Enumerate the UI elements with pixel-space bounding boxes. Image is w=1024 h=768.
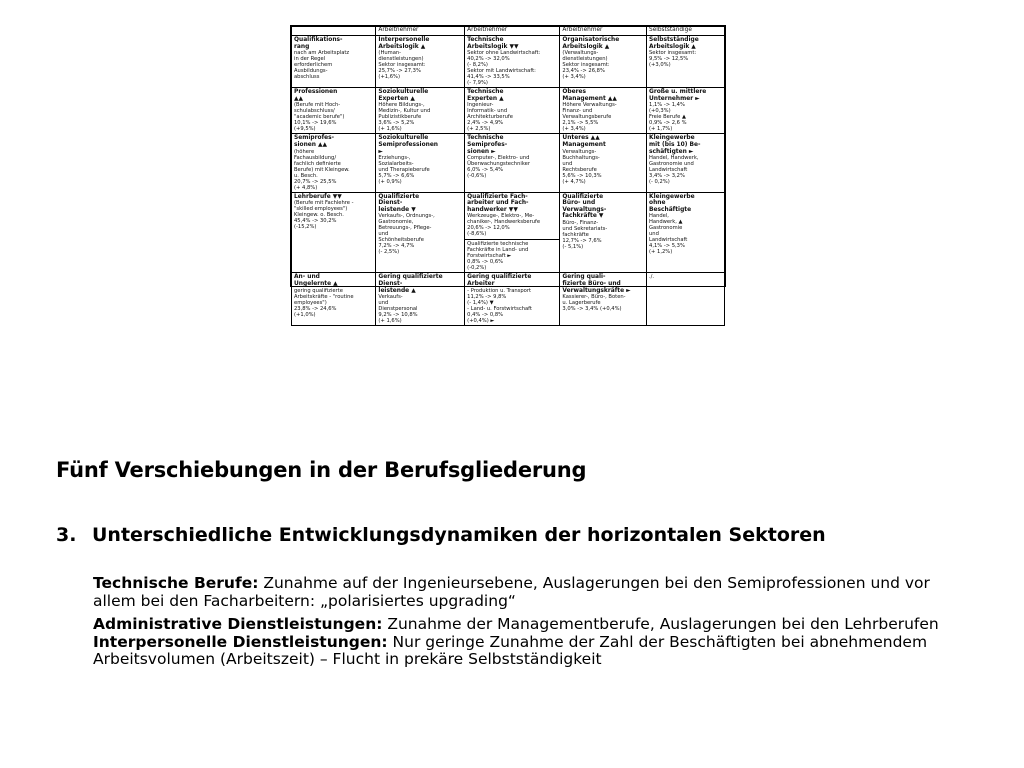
cell-body: Höhere Verwaltungs- Finanz- und Verwaltungsberufe 2,1% -> 5,5% (+ 3,4%) [562,102,617,133]
cell-title: Organisatorische Arbeitslogik ▲ [562,37,620,50]
cell-title: An- und Ungelernte ▲ [294,274,338,287]
occupation-cell [376,192,465,273]
header-cell: Arbeitnehmer [465,27,560,36]
occupation-cell [376,273,465,326]
cell-body: Sektor ohne Landwirtschaft: 40,2% -> 32,0% (- 8,2%) Sektor mit Landwirtschaft: 41,4% -> 33,5% (- 7,9%) [467,50,541,87]
header-cell: Arbeitnehmer [376,27,465,36]
cell-title: Qualifizierte Dienst- leistende ▼ [378,193,420,213]
occupation-cell [647,36,725,88]
cell-title: Oberes Management ▲▲ [562,89,617,102]
cell-body: (höhere Fachausbildung/ fachlich definierte Berufe) mit Kleingew. u. Besch. 20,7% -> 25,5% (+ 4,8%) [294,148,350,191]
category-cell [292,273,376,326]
slide-title: Fünf Verschiebungen in der Berufsgliederung [56,458,587,482]
cell-title: Semiprofes- sionen ▲▲ [294,135,335,148]
cell-body: Computer-, Elektro- und Überwachungstechniker 6,0% -> 5,4% (-0,6%) [467,155,530,180]
cell-body: (Berufe mit Hoch- schulabschluss/ "academic berufe") 10,1% -> 19,6% (+9,5%) [294,102,345,133]
cell-body: - Produktion u. Transport 11,2% -> 9,8% (- 1,4%) ▼ - Land- u. Forstwirtschaft 0,4% -> 0,8% (+0,4%) ► [467,287,532,324]
occupation-cell [647,134,725,192]
cell-body: (Human- dienstleistungen) Sektor insgesamt: 25,7% -> 27,3% (+1,6%) [378,50,426,81]
cell-title: Professionen ▲▲ [294,89,338,102]
cell-title: Gering quali- fizierte Büro- und Verwaltungskräfte ► [562,274,631,294]
body-text [93,575,973,675]
cell-title: Qualifikations- rang [294,37,343,50]
cell-title: Gering qualifizierte Arbeiter [467,274,532,287]
cell-body: Kassierer-, Büro-, Boten- u. Lagerberufe 3,0% -> 3,4% (+0,4%) [562,294,626,313]
cell-body: Handel, Handwerk, ▲ Gastronomie und Landwirtschaft 4,1% -> 5,3% (+ 1,2%) [649,213,688,256]
occupation-structure-table-figure [290,25,726,325]
grid-row [292,134,725,192]
occupation-cell [647,192,725,273]
cell-divider [465,239,559,240]
header-cell: Arbeitnehmer [560,27,647,36]
cell-body: ./. [649,274,655,281]
cell-body: gering qualifizierte Arbeitskräfte - "routine employees") 23,8% -> 24,6% (+1,0%) [294,287,354,318]
cell-title: Lehrberufe ▼▼ [294,193,342,200]
cell-body: Verkaufs-, Ordnungs-, Gastronomie, Betreuungs-, Pflege- und Schönheitsberufe 7,2% -> 4,7% (- 2,5%) [378,213,435,256]
paragraph-technical [93,575,973,610]
category-cell [292,192,376,273]
category-cell [292,134,376,192]
paragraph-text: Nur geringe Zunahme der Zahl der Beschäftigten bei abnehmendem Arbeitsvolumen (Arbeitszeit) – Flucht in prekäre Selbstständigkeit [93,632,928,668]
section-number: 3. [56,524,77,546]
cell-title: Qualifizierte Fach- arbeiter und Fach- handwerker ▼▼ [467,193,529,213]
cell-title: Technische Semiprofes- sionen ► [467,135,508,155]
cell-body: Ingenieur- Informatik- und Architekturberufe 2,4% -> 4,9% (+ 2,5%) [467,102,513,133]
cell-sub-body: Qualifizierte technische Fachkräfte in Land- und Forstwirtschaft ► 0,8% -> 0,6% (-0,2%) [467,241,529,272]
cell-title: Gering qualifizierte Dienst- leistende ▲ [378,274,443,294]
cell-body: Verkaufs- und Dienstpersonal 9,2% -> 10,8% (+ 1,6%) [378,294,418,325]
cell-body: Erziehungs-, Sozialarbeits- und Therapieberufe 5,7% -> 6,6% (+ 0,9%) [378,155,430,186]
cell-body: nach am Arbeitsplatz in der Regel erforderlichem Ausbildungs- abschluss [294,50,350,81]
paragraph-text: Zunahme der Managementberufe, Auslagerungen bei den Lehrberufen [382,615,939,633]
cell-body: Sektor insgesamt: 9,5% -> 12,5% (+3,0%) [649,50,697,69]
cell-body: Höhere Bildungs-, Medizin-, Kultur und Publizistikberufe 3,6% -> 5,2% (+ 1,6%) [378,102,431,133]
occupation-cell [560,88,647,134]
occupation-cell [465,36,560,88]
cell-title: Qualifizierte Büro- und Verwaltungs- fachkräfte ▼ [562,193,607,220]
header-row [292,27,725,36]
cell-body: (Verwaltungs- dienstleistungen) Sektor insgesamt: 23,4% -> 26,8% (+ 3,4%) [562,50,610,81]
section-heading [56,524,826,546]
occupation-cell [376,134,465,192]
occupation-grid-body [292,27,725,326]
occupation-cell [560,192,647,273]
paragraph-label: Administrative Dienstleistungen: [93,615,383,633]
category-cell [292,36,376,88]
grid-row [292,192,725,273]
header-cell: Selbstständige [647,27,725,36]
cell-body: Verwaltungs- Buchhaltungs- und Rechtsberufe 5,6% -> 10,3% (+ 4,7%) [562,148,602,185]
grid-row [292,36,725,88]
cell-title: Interpersonelle Arbeitslogik ▲ [378,37,430,50]
occupation-cell [560,36,647,88]
occupation-cell [560,273,647,326]
cell-title: Selbstständige Arbeitslogik ▲ [649,37,699,50]
cell-title: Technische Experten ▲ [467,89,504,102]
occupation-cell [465,134,560,192]
paragraph-administrative [93,616,973,634]
occupation-cell [465,88,560,134]
cell-title: Unteres ▲▲ Management [562,135,606,148]
cell-title: Technische Arbeitslogik ▼▼ [467,37,519,50]
cell-title: Soziokulturelle Semiprofessionen ► [378,135,439,155]
paragraph-text: Zunahme auf der Ingenieursebene, Auslagerungen bei den Semiprofessionen und vor allem bei den Facharbeitern: „polarisiertes upgrading“ [93,574,930,610]
cell-body: Büro-, Finanz- und Sekretariats- fachkräfte 12,7% -> 7,6% (- 5,1%) [562,219,608,250]
occupation-cell [647,88,725,134]
cell-title: Kleingewerbe mit (bis 10) Be- schäftigten ► [649,135,701,155]
cell-body: (Berufe mit Fachlehre - "skilled employees") Kleingew. o. Besch. 45,4% -> 30,2% (-15,2%) [294,200,354,231]
cell-body: Werkzeuge-, Elektro-, Me- chaniker-, Handwerksberufe 20,6% -> 12,0% (-8,6%) [467,213,541,238]
section-heading-text: Unterschiedliche Entwicklungsdynamiken der horizontalen Sektoren [92,524,826,546]
paragraph-label: Technische Berufe: [93,574,259,592]
grid-row [292,88,725,134]
occupation-grid [291,26,725,326]
header-cell [292,27,376,36]
grid-row [292,273,725,326]
cell-title: Große u. mittlere Unternehmer ► [649,89,707,102]
occupation-cell [376,36,465,88]
category-cell [292,88,376,134]
occupation-cell [376,88,465,134]
occupation-cell [560,134,647,192]
cell-title: Soziokulturelle Experten ▲ [378,89,429,102]
occupation-cell [647,273,725,326]
paragraph-interpersonal [93,634,973,669]
occupation-cell [465,192,560,273]
cell-body: 1,1% -> 1,4% (+0,3%) Freie Berufe ▲ 0,9% -> 2,6 % (+ 1,7%) [649,102,687,133]
cell-title: Kleingewerbe ohne Beschäftigte [649,193,695,213]
cell-body: Handel, Handwerk, Gastronomie und Landwirtschaft 3,4% -> 3,2% (- 0,2%) [649,155,699,186]
occupation-cell [465,273,560,326]
paragraph-label: Interpersonelle Dienstleistungen: [93,632,388,651]
